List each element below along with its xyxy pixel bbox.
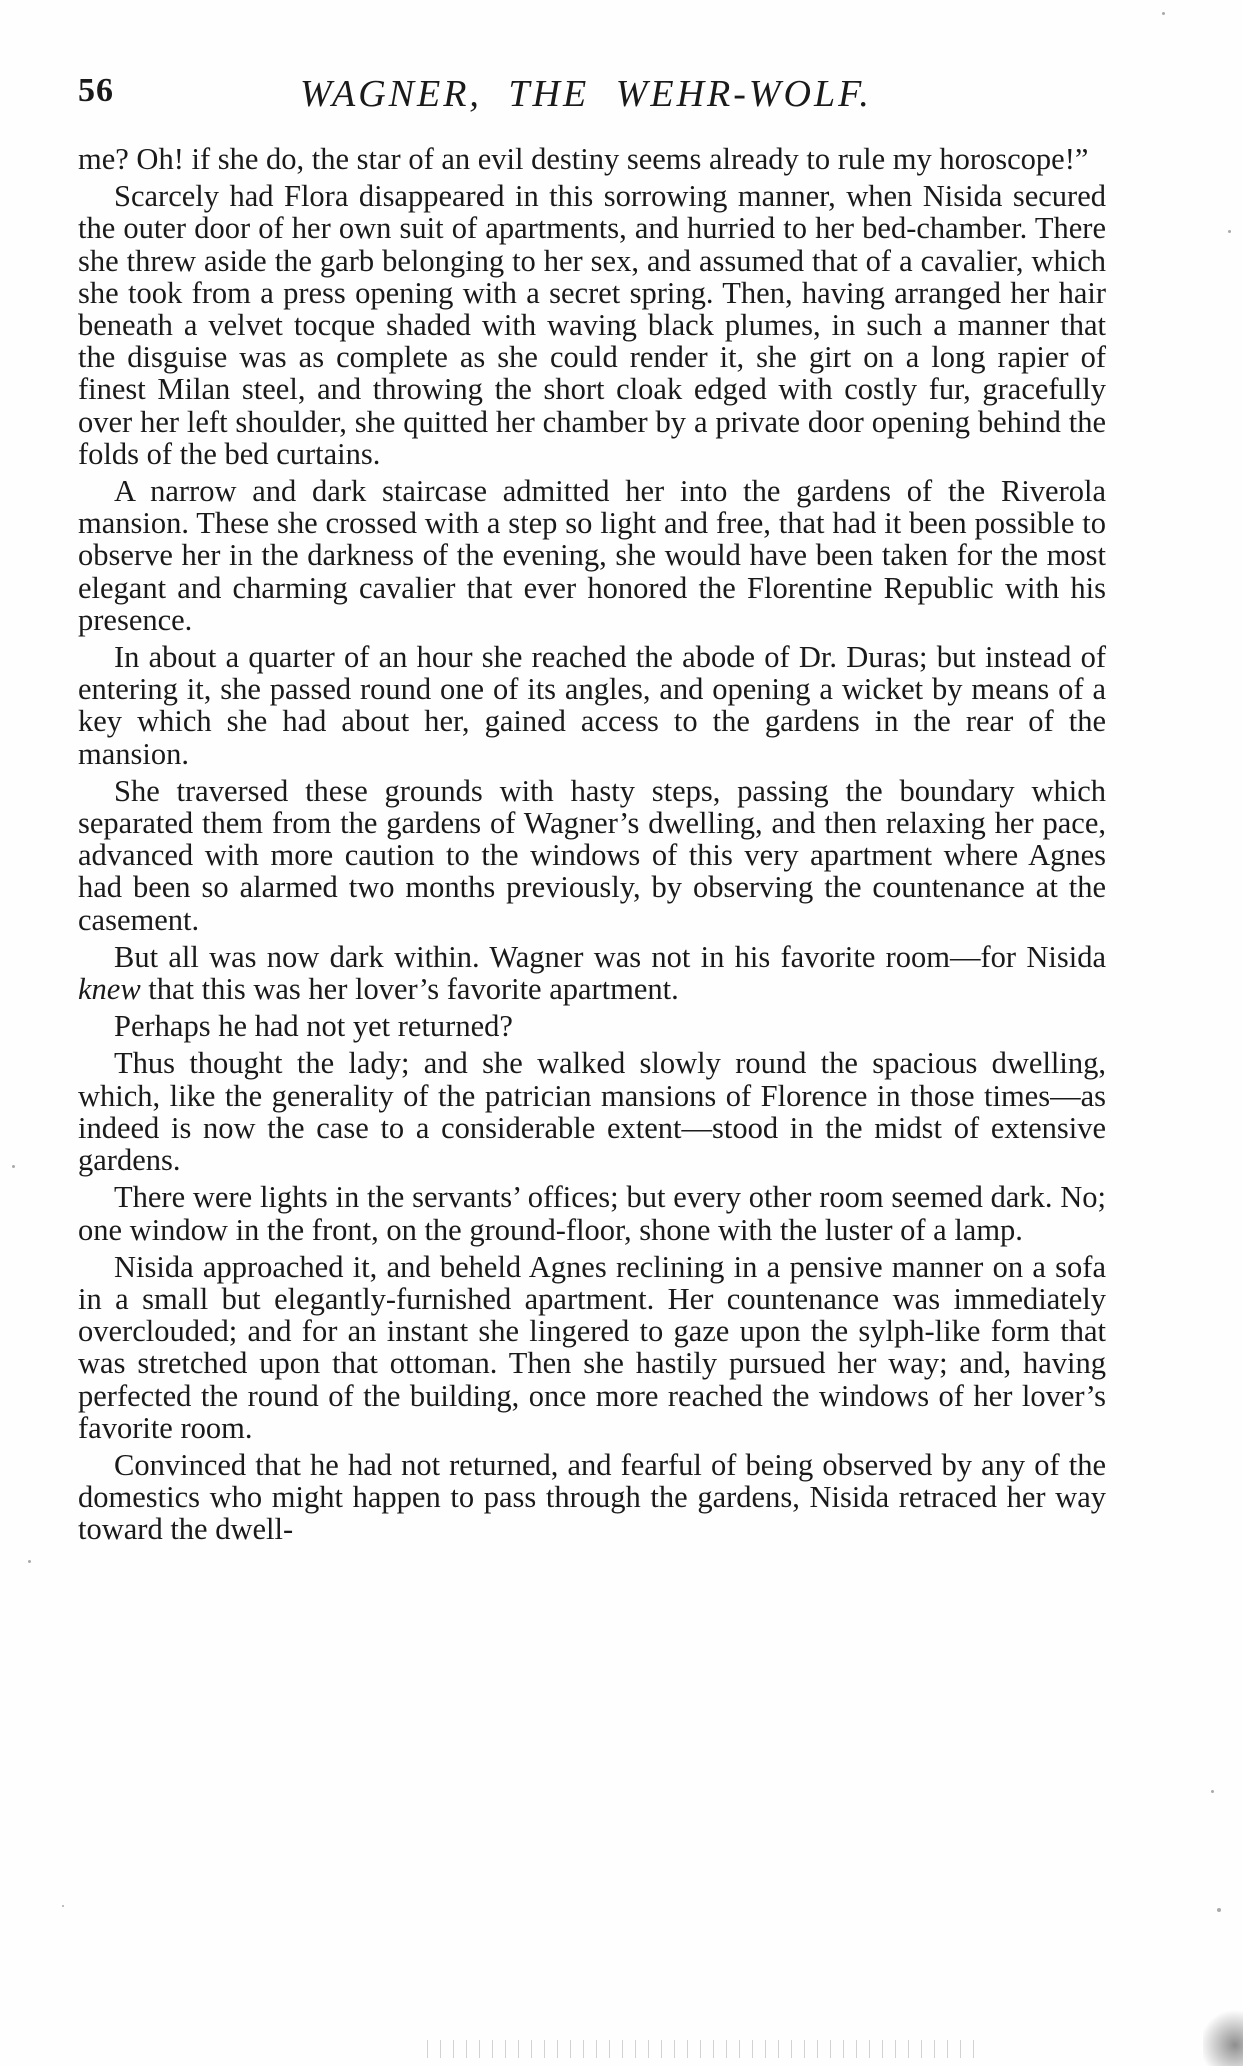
- print-noise: [420, 2040, 980, 2058]
- paragraph: Thus thought the lady; and she walked slowly round the spacious dwelling, which, like the generality of the patrician mansions of Florence in those times—as indeed is now the case to a considerable extent—stood in the midst of extensive gardens.: [78, 1046, 1106, 1178]
- text-run: But all was now dark within. Wagner was not in his favorite room—for Nisida: [114, 939, 1106, 974]
- print-noise: [1203, 1996, 1243, 2066]
- paragraph: Scarcely had Flora disappeared in this sorrowing manner, when Nisida secured the outer door of her own suit of apartments, and hurried to her bed-chamber. There she threw aside the garb belonging to her sex, and assumed that of a cavalier, which she took from a press opening with a secret spring. Then, having arranged her hair beneath a velvet tocque shaded with waving black plumes, in such a manner that the disguise was as complete as she could render it, she girt on a long rapier of finest Milan steel, and throwing the short cloak edged with costly fur, gracefully over her left shoulder, she quitted her chamber by a private door opening behind the folds of the bed curtains.: [78, 179, 1106, 471]
- print-speck: [12, 1165, 15, 1168]
- emphasis-knew: knew: [78, 972, 141, 1007]
- paragraph: She traversed these grounds with hasty steps, passing the boundary which separated them from the gardens of Wagner’s dwelling, and then relaxing her pace, advanced with more caution to the windows of this very apartment where Agnes had been so alarmed two months previously, by observing the countenance at the casement.: [78, 773, 1106, 937]
- running-title: WAGNER, THE WEHR-WOLF.: [300, 73, 872, 115]
- print-speck: [1211, 1790, 1214, 1793]
- paragraph: A narrow and dark staircase admitted her into the gardens of the Riverola mansion. These she crossed with a step so light and free, that had it been possible to observe her in the darkness of the evening, she would have been taken for the most elegant and charming cavalier that ever honored the Florentine Republic with his presence.: [78, 474, 1106, 637]
- page-number: 56: [78, 72, 114, 109]
- paragraph: Nisida approached it, and beheld Agnes reclining in a pensive manner on a sofa in a small but elegantly-furnished apartment. Her countenance was immediately overclouded; and for an instant she lingered to gaze upon the sylph-like form that was stretched upon that ottoman. Then she hastily pursued her way; and, having perfected the round of the building, once more reached the windows of her lover’s favorite room.: [78, 1249, 1106, 1445]
- paragraph-knew: [78, 941, 1106, 1005]
- print-speck: [62, 1905, 64, 1907]
- text-run: that this was her lover’s favorite apartment.: [140, 972, 679, 1007]
- paragraph: In about a quarter of an hour she reached the abode of Dr. Duras; but instead of entering it, she passed round one of its angles, and opening a wicket by means of a key which she had about her, gained access to the gardens in the rear of the mansion.: [78, 640, 1106, 771]
- page-header: [78, 72, 1108, 132]
- print-speck: [1217, 1908, 1221, 1912]
- body-text: [78, 143, 1106, 1551]
- print-speck: [1228, 230, 1231, 233]
- paragraph: Perhaps he had not yet returned?: [114, 1009, 513, 1044]
- print-speck: [1162, 12, 1165, 15]
- print-speck: [28, 1560, 31, 1563]
- paragraph: Convinced that he had not returned, and fearful of being observed by any of the domestics who might happen to pass through the gardens, Nisida retraced her way toward the dwell-: [78, 1447, 1106, 1547]
- paragraph: me? Oh! if she do, the star of an evil destiny seems already to rule my horoscope!”: [78, 142, 1089, 176]
- paragraph: There were lights in the servants’ offices; but every other room seemed dark. No; one window in the front, on the ground-floor, shone with the luster of a lamp.: [78, 1180, 1106, 1247]
